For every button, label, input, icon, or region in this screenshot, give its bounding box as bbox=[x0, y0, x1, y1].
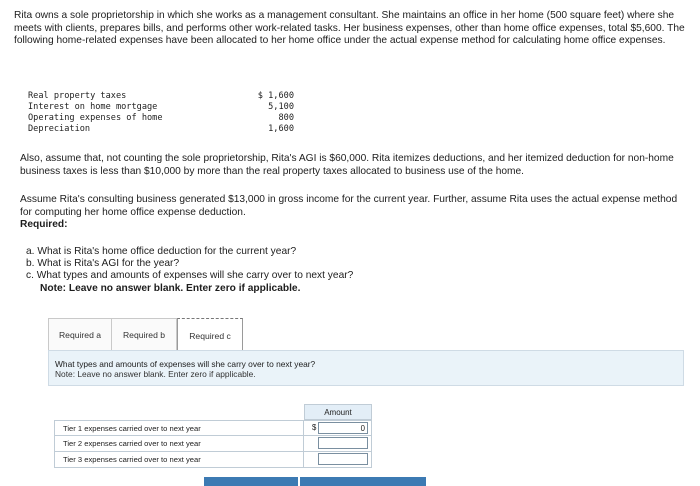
assumption-income bbox=[20, 194, 684, 232]
row-label: Tier 1 expenses carried over to next year bbox=[54, 420, 304, 436]
expense-values bbox=[236, 91, 294, 135]
table-row bbox=[54, 452, 372, 468]
amount-cell bbox=[304, 452, 372, 468]
tab-required-c[interactable]: Required c bbox=[177, 318, 243, 352]
tier1-amount-input[interactable]: 0 bbox=[318, 422, 368, 434]
panel-question: What types and amounts of expenses will she carry over to next year? bbox=[55, 359, 316, 369]
required-heading: Required: bbox=[20, 219, 68, 231]
expense-value: 5,100 bbox=[268, 102, 294, 112]
amount-header: Amount bbox=[304, 404, 372, 420]
assumption-agi: Also, assume that, not counting the sole proprietorship, Rita's AGI is $60,000. Rita itemizes deductions, and her itemized deduction for non-home business taxes is less than $10,000 by more than the real property taxes allocated to business use of the home. bbox=[20, 153, 674, 177]
tier3-amount-input[interactable] bbox=[318, 453, 368, 465]
question-a: a. What is Rita's home office deduction for the current year? bbox=[26, 246, 297, 257]
currency-symbol: $ bbox=[312, 423, 317, 432]
expense-value: $ 1,600 bbox=[257, 91, 294, 101]
row-label: Tier 2 expenses carried over to next year bbox=[54, 436, 304, 452]
tier2-amount-input[interactable] bbox=[318, 437, 368, 449]
expense-value: 800 bbox=[278, 113, 294, 123]
expense-labels bbox=[28, 91, 163, 135]
question-c: c. What types and amounts of expenses will she carry over to next year? bbox=[26, 270, 354, 282]
problem-intro: Rita owns a sole proprietorship in which she works as a management consultant. She maintains an office in her home (500 square feet) where she meets with clients, prepares bills, and performs other work-related tasks. Her business expenses, other than home office expenses, total $5,600. The following home-related expenses have been allocated to her home office under the actual expense method for calculating home office expenses. bbox=[14, 10, 685, 47]
tab-required-a[interactable]: Required a bbox=[48, 318, 111, 352]
question-b: b. What is Rita's AGI for the year? bbox=[26, 258, 180, 270]
question-list bbox=[26, 246, 646, 295]
next-nav-button[interactable] bbox=[300, 477, 426, 486]
prev-nav-button[interactable] bbox=[204, 477, 298, 486]
question-panel bbox=[48, 350, 684, 386]
expense-value: 1,600 bbox=[268, 124, 294, 134]
panel-note: Note: Leave no answer blank. Enter zero if applicable. bbox=[55, 369, 256, 379]
instruction-note: Note: Leave no answer blank. Enter zero if applicable. bbox=[40, 282, 301, 294]
expense-label: Operating expenses of home bbox=[28, 113, 163, 123]
expense-label: Real property taxes bbox=[28, 91, 127, 101]
table-header-row bbox=[54, 404, 372, 420]
expense-label: Interest on home mortgage bbox=[28, 102, 158, 112]
table-row bbox=[54, 436, 372, 452]
amount-cell bbox=[304, 436, 372, 452]
amount-cell bbox=[304, 420, 372, 436]
row-label: Tier 3 expenses carried over to next year bbox=[54, 452, 304, 468]
tab-required-b[interactable]: Required b bbox=[111, 318, 177, 352]
assumption-text: Assume Rita's consulting business generated $13,000 in gross income for the current year. Further, assume Rita uses the actual expense method for computing her home office expense deduction. bbox=[20, 194, 678, 218]
expense-label: Depreciation bbox=[28, 124, 91, 134]
table-row bbox=[54, 420, 372, 436]
